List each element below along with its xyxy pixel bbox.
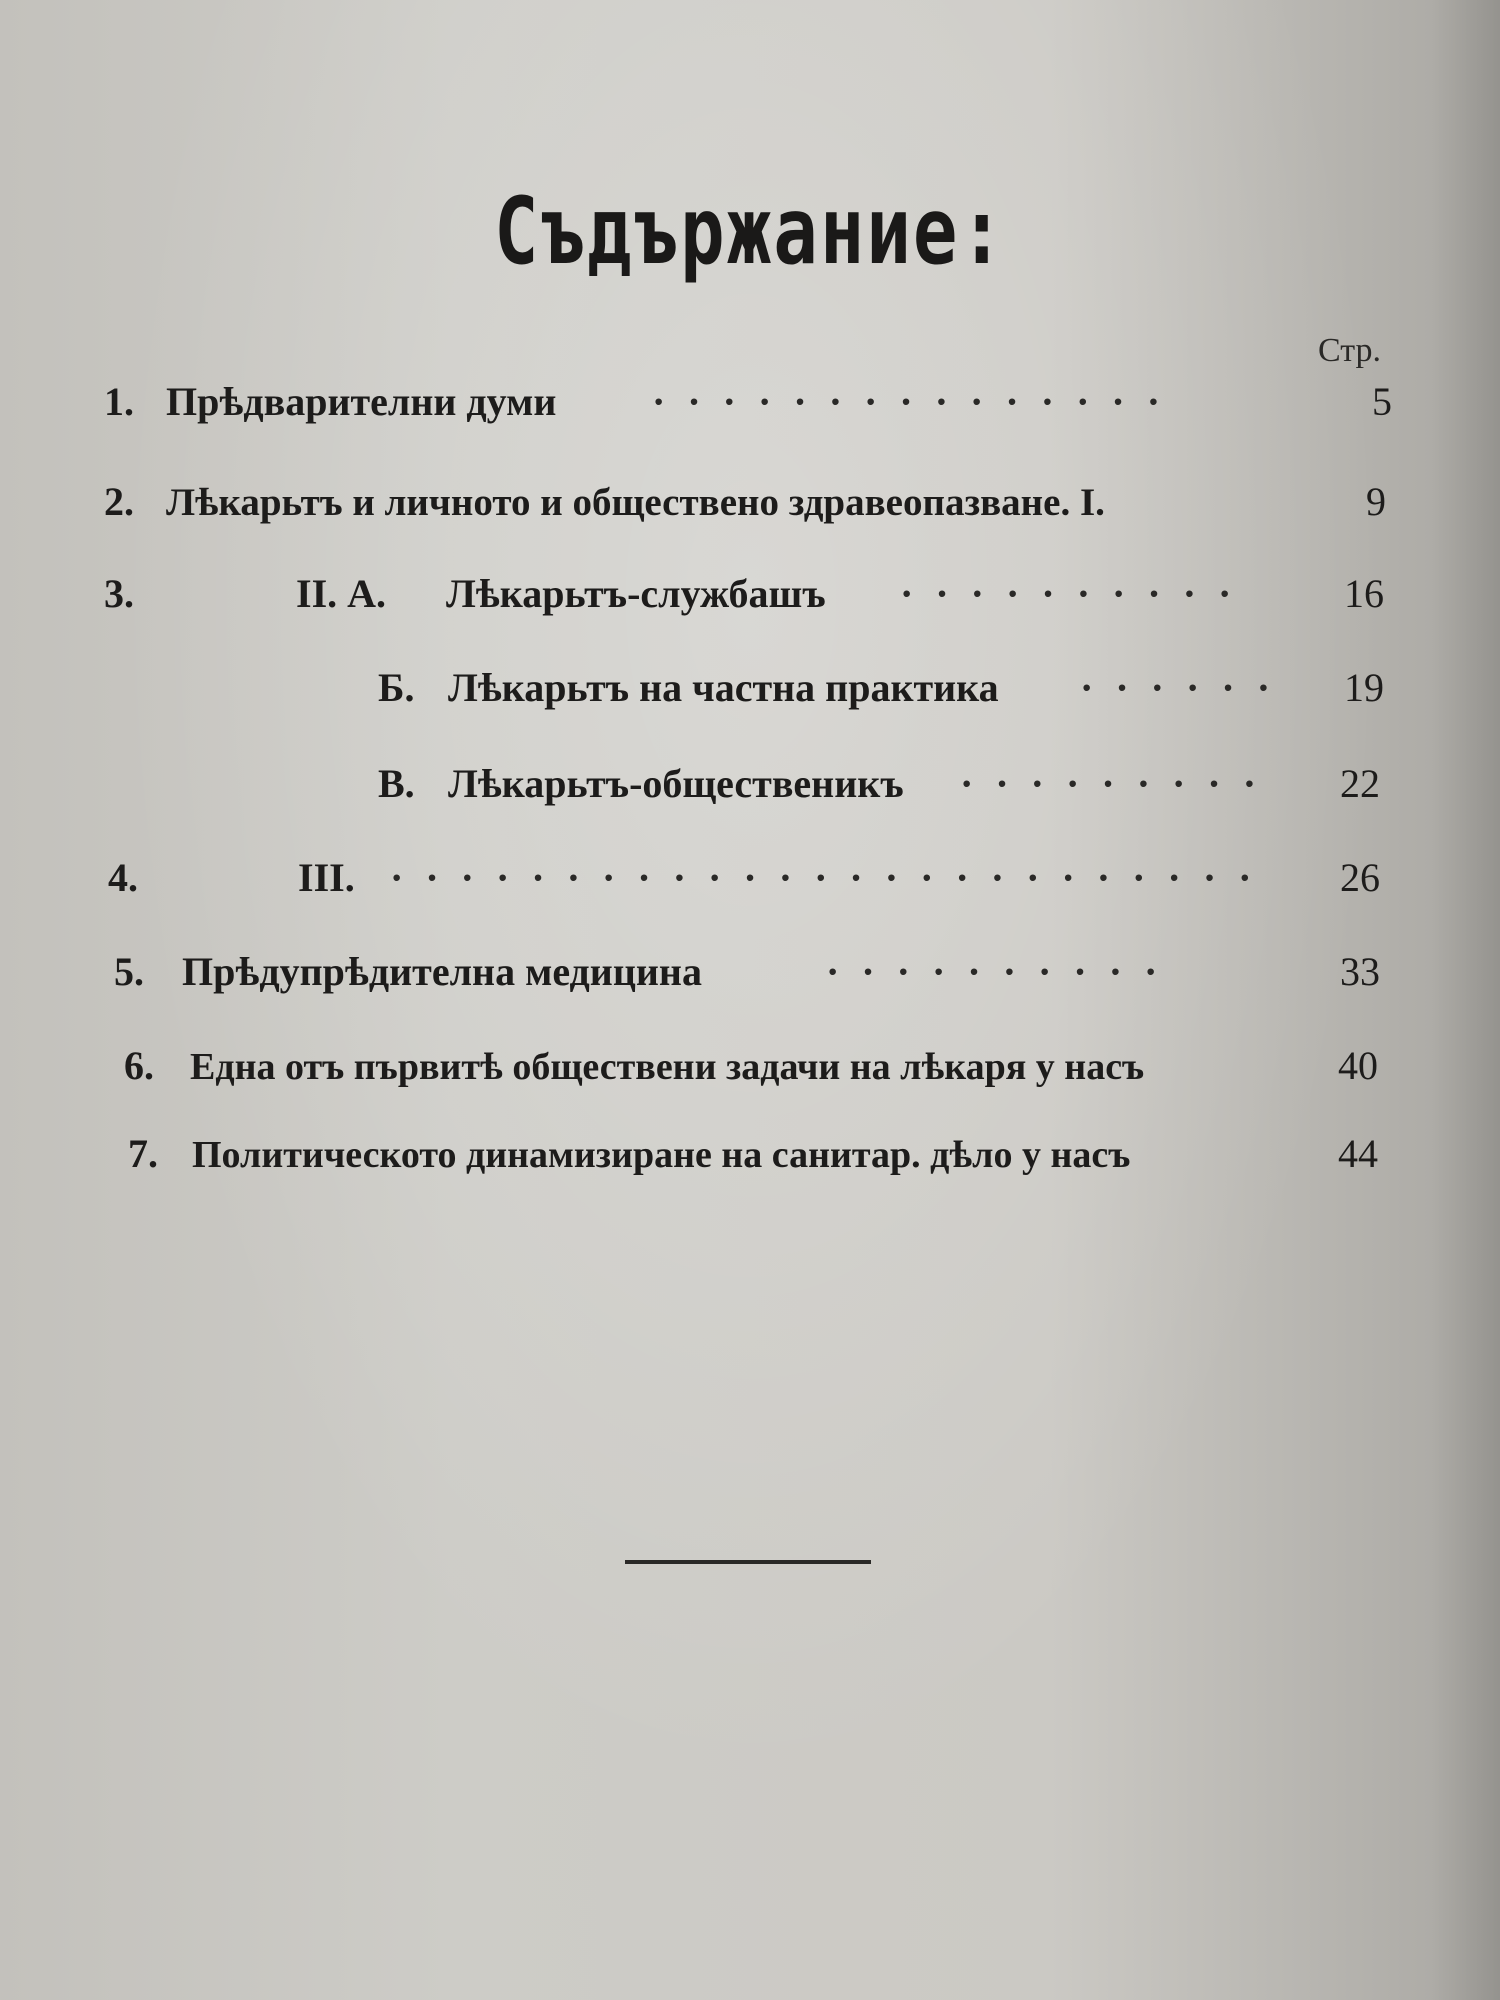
toc-entry-page: 40 [1338,1043,1378,1088]
toc-entry-3b [0,656,1500,716]
toc-entry-6 [0,1034,1500,1094]
toc-entry-title: Политическото динамизиране на санитар. дѣло у насъ [192,1134,1131,1176]
toc-entry-number: 6. [124,1043,154,1088]
toc-leader-dots: ··············· [652,382,1183,422]
toc-entry-title: Прѣдварителни думи [166,379,557,424]
page-column-label: Стр. [1318,332,1382,369]
page-title: Съдържание: [493,178,1007,286]
end-rule-divider [625,1560,871,1564]
toc-leader-dots: ·········· [900,574,1254,614]
toc-entry-page: 16 [1344,571,1384,616]
toc-entry-page: 19 [1344,665,1384,710]
toc-entry-number: 3. [104,571,134,616]
toc-entry-page: 9 [1366,479,1386,524]
toc-entry-title: Лѣкарьтъ и личното и обществено здравеопазване. I. [166,481,1105,524]
toc-entry-5 [0,940,1500,1000]
toc-entry-2 [0,470,1500,530]
toc-entry-number: 5. [114,949,144,994]
toc-entry-number: 2. [104,479,134,524]
toc-entry-title: Прѣдупрѣдителна медицина [182,949,702,994]
toc-leader-dots: ······ [1080,668,1293,708]
toc-entry-page: 44 [1338,1131,1378,1176]
toc-entry-page: 33 [1340,949,1380,994]
toc-entry-title: Една отъ първитѣ обществени задачи на лѣкаря у насъ [190,1046,1145,1088]
toc-leader-dots: ························· [390,858,1274,898]
toc-entry-number: 4. [108,855,138,900]
toc-entry-section: Б. [378,665,415,710]
toc-entry-4 [0,846,1500,906]
toc-entry-section: II. А. [296,571,387,616]
toc-entry-title: Лѣкарьтъ-общественикъ [448,761,904,806]
toc-entry-title: Лѣкарьтъ на частна практика [448,665,999,710]
toc-entry-3c [0,752,1500,812]
toc-entry-page: 26 [1340,855,1380,900]
toc-leader-dots: ········· [960,764,1279,804]
toc-entry-3 [0,562,1500,622]
toc-entry-number: 1. [104,379,134,424]
toc-entry-page: 5 [1372,379,1392,424]
page-edge-shadow [1430,0,1500,2000]
toc-entry-1 [0,370,1500,430]
toc-entry-section: III. [298,855,355,900]
toc-leader-dots: ·········· [826,952,1180,992]
toc-entry-7 [0,1122,1500,1182]
toc-entry-page: 22 [1340,761,1380,806]
toc-entry-title: Лѣкарьтъ-службашъ [446,571,826,616]
toc-entry-section: В. [378,761,415,806]
toc-entry-number: 7. [128,1131,158,1176]
